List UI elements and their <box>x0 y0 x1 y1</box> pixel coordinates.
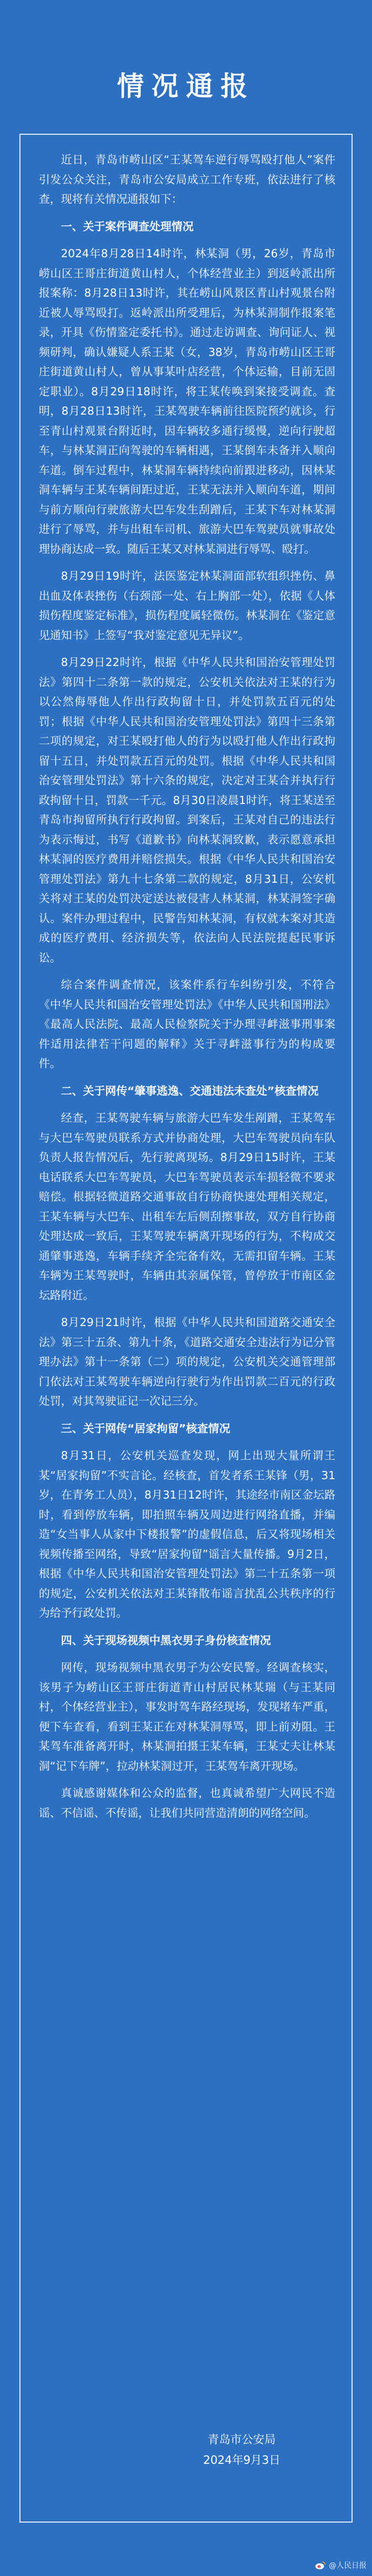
body-paragraph: 网传，现场视频中黑衣男子为公安民警。经调查核实，该男子为崂山区王哥庄街道青山村居民林某瑞（与王某同村，个体经营业主），事发时驾车路经现场，发现堵车严重，便下车查看，看到王某正在对林某洞辱骂，即上前劝阻。王某驾车准备离开时，林某洞拍摄王某车辆，王某丈夫让林某洞“记下车牌”，拉动林某洞过开，王某驾车离开现场。 <box>39 1661 335 1773</box>
watermark-text: @人民日报 <box>329 2561 367 2570</box>
section-heading: 四、关于现场视频中黑衣男子身份核查情况 <box>61 1633 271 1647</box>
body-paragraph: 8月29日22时许，根据《中华人民共和国治安管理处罚法》第四十二条第一款的规定，公安机关依法对王某的行为以公然侮辱他人作出行政拘留十日，并处罚款五百元的处罚；根据《中华人民共和国治安管理处罚法》第四十三条第二项的规定，对王某殴打他人的行为以殴打他人作出行政拘留十五日，并处罚款五百元的处罚。根据《中华人民共和国治安管理处罚法》第十六条的规定，决定对王某合并执行行政拘留十日，罚款一千元。8月30日凌晨1时许，将王某送至青岛市拘留所执行行政拘留。到案后，王某对自己的违法行为表示悔过，书写《道歉书》向林某洞致歉，表示愿意承担林某洞的医疗费用并赔偿损失。根据《中华人民共和国治安管理处罚法》第九十七条第二款的规定，8月31日，公安机关将对王某的处罚决定送达被侵害人林某洞，林某洞签字确认。案件办理过程中，民警告知林某洞，有权就本案对其造成的医疗费用、经济损失等，依法向人民法院提起民事诉讼。 <box>39 656 335 964</box>
body-paragraph: 8月29日19时许，法医鉴定林某洞面部软组织挫伤、鼻出血及体表挫伤（右颈部一处、右上胸部一处），依据《人体损伤程度鉴定标准》，损伤程度属轻微伤。林某洞在《鉴定意见通知书》上签写“我对鉴定意见无异议”。 <box>39 569 335 642</box>
issuing-organization: 青岛市公安局 <box>208 2433 276 2446</box>
section-heading: 一、关于案件调查处理情况 <box>61 219 194 233</box>
weibo-icon <box>315 2561 326 2570</box>
body-paragraph: 近日，青岛市崂山区“王某驾车逆行辱骂殴打他人”案件引发公众关注，青岛市公安局成立工作专班，依法进行了核查，现将有关情况通报如下： <box>39 153 335 205</box>
body-paragraph: 经查，王某驾驶车辆与旅游大巴车发生剐蹭，王某驾车与大巴车驾驶员联系方式并协商处理，大巴车驾驶员向车队负责人报告情况后，先行驶离现场。8月29日15时许，王某电话联系大巴车驾驶员，大巴车驾驶员表示车损轻微不要求赔偿。根据轻微道路交通事故自行协商快速处理相关规定，王某车辆与大巴车、出租车左后侧刮擦事故，双方自行协商处理达成一致后，王某驾驶车辆离开现场的行为，不构成交通肇事逃逸，车辆手续齐全完备有效，无需扣留车辆。王某车辆为王某驾驶时，车辆由其亲属保管，曾停放于市南区金坛路附近。 <box>39 1111 335 1302</box>
notice-body <box>39 150 335 1830</box>
body-paragraph: 综合案件调查情况，该案件系行车纠纷引发，不符合《中华人民共和国治安管理处罚法》《中华人民共和国刑法》《最高人民法院、最高人民检察院关于办理寻衅滋事刑事案件适用法律若干问题的解释》关于寻衅滋事行为的构成要件。 <box>39 978 335 1070</box>
page-title: 情况通报 <box>117 71 255 102</box>
signature-block <box>203 2429 280 2470</box>
source-watermark <box>315 2560 367 2571</box>
body-paragraph: 真诚感谢媒体和公众的监督，也真诚希望广大网民不造谣、不信谣、不传谣，让我们共同营造清朗的网络空间。 <box>39 1787 335 1819</box>
body-paragraph: 2024年8月28日14时许，林某洞（男，26岁，青岛市崂山区王哥庄街道黄山村人，个体经营业主）到返岭派出所报案称：8月28日13时许，其在崂山风景区青山村观景台附近被人辱骂殴打。返岭派出所受理后，为林某洞制作报案笔录，开具《伤情鉴定委托书》。通过走访调查、询问证人、视频研判，确认嫌疑人系王某（女，38岁，青岛市崂山区王哥庄街道黄山村人，曾从事某叶店经营，个体运输，目前无固定职业）。8月29日18时许，将王某传唤到案接受调查。查明，8月28日13时许，王某驾驶车辆前往医院预约就诊，行至青山村观景台附近时，因车辆较多通行缓慢，逆向行驶超车，与林某洞正向驾驶的车辆相遇，王某倒车未备并入顺向车道。倒车过程中，林某洞车辆持续向前跟进移动，因林某洞车辆与王某车辆间距过近，王某无法并入顺向车道，期间与前方顺向行驶旅游大巴车发生刮蹭后，王某下车对林某洞进行了辱骂，并与出租车司机、旅游大巴车驾驶员就事故处理协商达成一致。随后王某又对林某洞进行辱骂、殴打。 <box>39 247 335 555</box>
section-heading: 三、关于网传“居家拘留”核查情况 <box>61 1421 230 1435</box>
section-heading: 二、关于网传“肇事逃逸、交通违法未查处”核查情况 <box>61 1084 319 1097</box>
issue-date: 2024年9月3日 <box>203 2454 280 2467</box>
body-paragraph: 8月29日21时许，根据《中华人民共和国道路交通安全法》第三十五条、第九十条，《道路交通安全违法行为记分管理办法》第十一条第（二）项的规定，公安机关交通管理部门依法对王某驾驶车辆逆向行驶行为作出罚款二百元的行政处罚，对其驾驶证记一次记三分。 <box>39 1316 335 1407</box>
body-paragraph: 8月31日，公安机关巡查发现，网上出现大量所谓王某“居家拘留”不实言论。经核查，首发者系王某锋（男，31岁，在青务工人员），8月31日12时许，其途经市南区金坛路时，看到停放车辆，即拍照车辆及周边进行网络直播，并编造“女当事人从家中下楼报警”的虚假信息，后又将现场相关视频传播至网络，导致“居家拘留”谣言大量传播。9月2日，根据《中华人民共和国治安管理处罚法》第二十五条第一项的规定，公安机关依法对王某锋散布谣言扰乱公共秩序的行为给予行政处罚。 <box>39 1449 335 1619</box>
